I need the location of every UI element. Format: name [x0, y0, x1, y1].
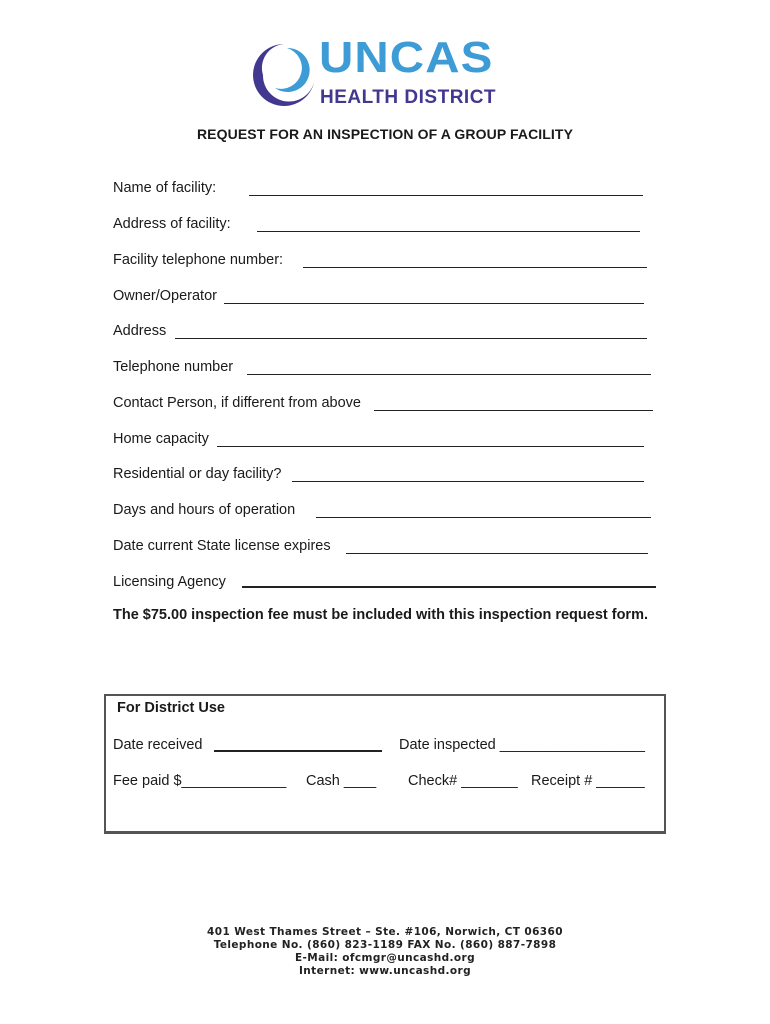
facility-name-label: Name of facility: — [113, 180, 217, 196]
license-expires-label: Date current State license expires — [113, 538, 331, 554]
telephone-line[interactable] — [247, 374, 651, 375]
address-label: Address — [113, 323, 167, 339]
residential-day-label: Residential or day facility? — [113, 466, 282, 482]
district-use-title: For District Use — [117, 700, 225, 716]
days-hours-label: Days and hours of operation — [113, 502, 296, 518]
footer-address: 401 West Thames Street – Ste. #106, Norwich, CT 06360 — [207, 926, 563, 938]
date-received-label: Date received — [113, 737, 203, 753]
cash-field[interactable]: Cash ____ — [306, 773, 377, 789]
contact-person-label: Contact Person, if different from above — [113, 395, 361, 411]
date-inspected-field[interactable]: Date inspected __________________ — [399, 737, 645, 753]
logo-subtitle: HEALTH DISTRICT — [320, 87, 497, 108]
logo-circle-icon — [253, 42, 315, 108]
footer-website[interactable]: Internet: www.uncashd.org — [299, 965, 471, 977]
facility-name-line[interactable] — [249, 195, 643, 196]
uncas-logo — [253, 33, 523, 112]
facility-phone-label: Facility telephone number: — [113, 252, 284, 268]
licensing-agency-label: Licensing Agency — [113, 574, 226, 590]
home-capacity-label: Home capacity — [113, 431, 209, 447]
fee-notice: The $75.00 inspection fee must be included with this inspection request form. — [113, 607, 648, 623]
check-number-field[interactable]: Check# _______ — [408, 773, 518, 789]
owner-operator-line[interactable] — [224, 303, 644, 304]
footer-contact — [0, 926, 770, 978]
date-received-line[interactable] — [214, 750, 382, 752]
owner-operator-label: Owner/Operator — [113, 288, 217, 304]
logo-wordmark: UNCAS — [319, 33, 494, 82]
address-line[interactable] — [175, 338, 647, 339]
residential-day-line[interactable] — [292, 481, 644, 482]
facility-address-label: Address of facility: — [113, 216, 231, 232]
contact-person-line[interactable] — [374, 410, 653, 411]
days-hours-line[interactable] — [316, 517, 651, 518]
license-expires-line[interactable] — [346, 553, 648, 554]
facility-address-line[interactable] — [257, 231, 640, 232]
receipt-number-field[interactable]: Receipt # ______ — [531, 773, 645, 789]
fee-paid-field[interactable]: Fee paid $_____________ — [113, 773, 287, 789]
form-title: REQUEST FOR AN INSPECTION OF A GROUP FACILITY — [196, 126, 574, 142]
licensing-agency-line[interactable] — [242, 586, 656, 588]
telephone-label: Telephone number — [113, 359, 234, 375]
footer-phone: Telephone No. (860) 823-1189 FAX No. (860) 887-7898 — [213, 939, 557, 951]
home-capacity-line[interactable] — [217, 446, 644, 447]
footer-email[interactable]: E-Mail: ofcmgr@uncashd.org — [294, 952, 476, 964]
facility-phone-line[interactable] — [303, 267, 647, 268]
